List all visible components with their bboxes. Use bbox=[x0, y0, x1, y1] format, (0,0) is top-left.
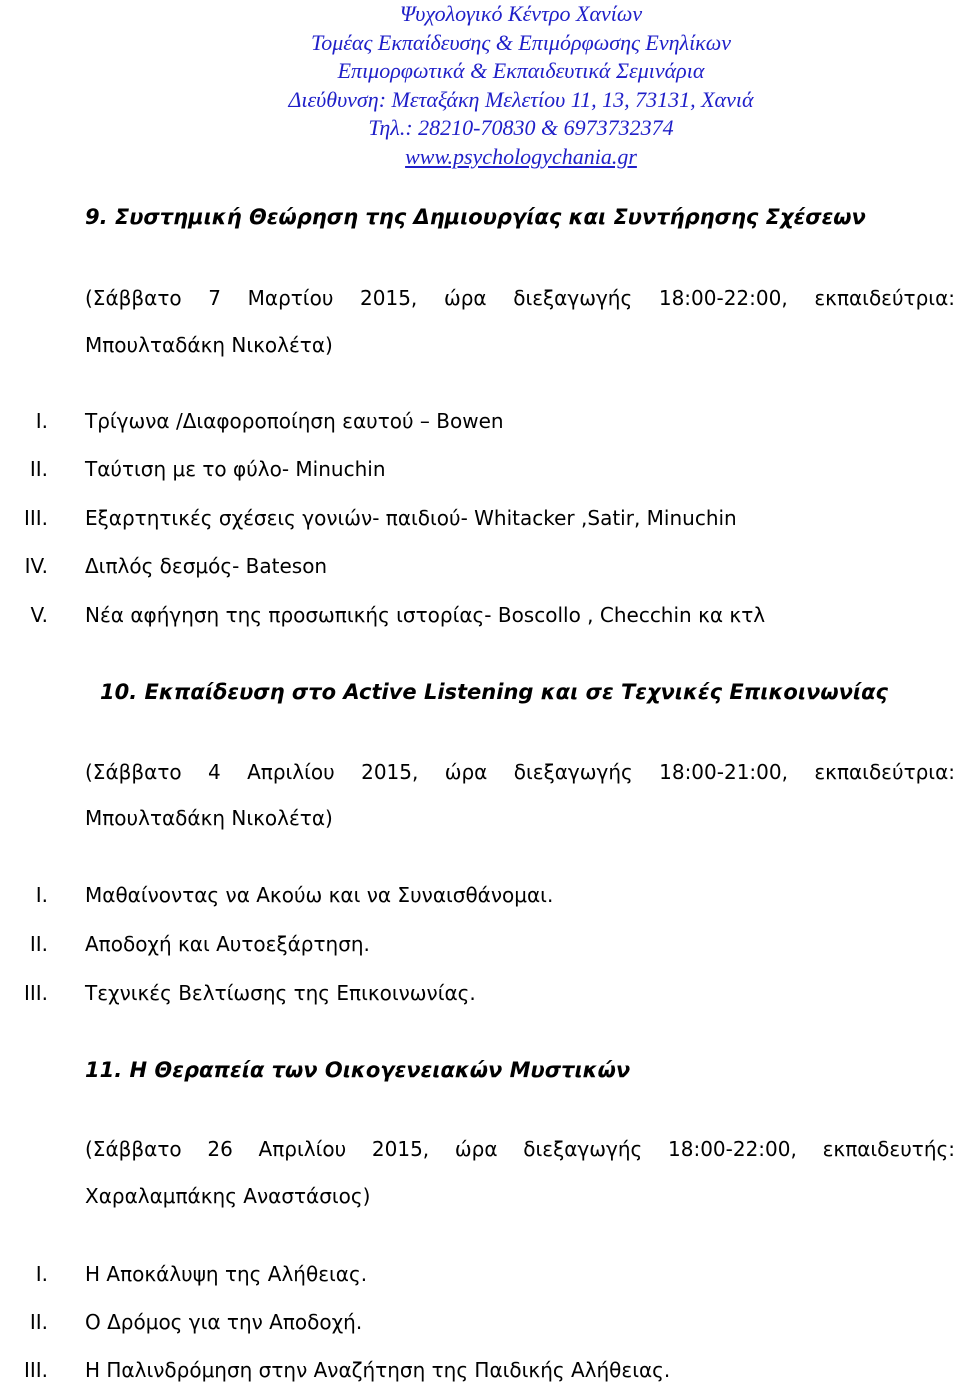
program-name: Επιμορφωτικά & Εκπαιδευτικά Σεμινάρια bbox=[337, 58, 705, 83]
section-instructor: Χαραλαμπάκης Αναστάσιος) bbox=[85, 1184, 371, 1208]
list-item-text: Τεχνικές Βελτίωσης της Επικοινωνίας. bbox=[85, 981, 476, 1005]
department-name: Τομέας Εκπαίδευσης & Επιμόρφωσης Ενηλίκων bbox=[310, 29, 732, 55]
list-item-text: Τρίγωνα /Διαφοροποίηση εαυτού – Bowen bbox=[85, 409, 504, 433]
section-instructor: Μπουλταδάκη Νικολέτα) bbox=[85, 806, 333, 830]
list-item-number: I. bbox=[35, 883, 48, 907]
list-item-number: I. bbox=[35, 409, 48, 433]
list-item-text: Η Παλινδρόμηση στην Αναζήτηση της Παιδικής Αλήθειας. bbox=[85, 1358, 671, 1382]
section-title: 10. Εκπαίδευση στο Active Listening και σε Τεχνικές Επικοινωνίας bbox=[100, 680, 888, 704]
list-item bbox=[0, 883, 960, 913]
list-item-number: II. bbox=[29, 1310, 48, 1334]
list-item bbox=[0, 603, 960, 633]
list-item bbox=[0, 932, 960, 962]
list-item bbox=[0, 981, 960, 1011]
list-item-number: III. bbox=[23, 506, 48, 530]
list-item bbox=[0, 554, 960, 584]
list-item bbox=[0, 1262, 960, 1292]
list-item-text: Αποδοχή και Αυτοεξάρτηση. bbox=[85, 932, 370, 956]
section-info: (Σάββατο 26 Απριλίου 2015, ώρα διεξαγωγής 18:00-22:00, εκπαιδευτής: bbox=[85, 1137, 955, 1161]
list-item-number: IV. bbox=[24, 554, 48, 578]
website-link[interactable]: www.psychologychania.gr bbox=[405, 143, 637, 169]
address: Διεύθυνση: Μεταξάκη Μελετίου 11, 13, 73131, Χανιά bbox=[288, 86, 754, 112]
list-item-text: Διπλός δεσμός- Bateson bbox=[85, 554, 328, 578]
section-title: 9. Συστημική Θεώρηση της Δημιουργίας και Συντήρησης Σχέσεων bbox=[85, 205, 866, 229]
list-item bbox=[0, 409, 960, 439]
phone: Τηλ.: 28210-70830 & 6973732374 bbox=[368, 115, 674, 140]
section-instructor: Μπουλταδάκη Νικολέτα) bbox=[85, 333, 333, 357]
list-item-number: II. bbox=[29, 932, 48, 956]
list-item-text: Ταύτιση με το φύλο- Minuchin bbox=[85, 457, 386, 481]
list-item-text: Μαθαίνοντας να Ακούω και να Συναισθάνομαι. bbox=[85, 883, 554, 907]
letterhead bbox=[0, 0, 960, 171]
section-title: 11. Η Θεραπεία των Οικογενειακών Μυστικών bbox=[85, 1058, 631, 1082]
list-item-text: Εξαρτητικές σχέσεις γονιών- παιδιού- Whitacker ,Satir, Minuchin bbox=[85, 506, 737, 530]
organization-name: Ψυχολογικό Κέντρο Χανίων bbox=[399, 1, 643, 26]
list-item bbox=[0, 1358, 960, 1388]
list-item bbox=[0, 1310, 960, 1340]
list-item-number: III. bbox=[23, 1358, 48, 1382]
list-item-number: III. bbox=[23, 981, 48, 1005]
list-item-number: II. bbox=[29, 457, 48, 481]
list-item-text: Ο Δρόμος για την Αποδοχή. bbox=[85, 1310, 363, 1334]
list-item-text: Νέα αφήγηση της προσωπικής ιστορίας- Boscollo , Checchin κα κτλ bbox=[85, 603, 766, 627]
list-item bbox=[0, 506, 960, 536]
list-item-number: I. bbox=[35, 1262, 48, 1286]
list-item bbox=[0, 457, 960, 487]
section-info: (Σάββατο 7 Μαρτίου 2015, ώρα διεξαγωγής 18:00-22:00, εκπαιδεύτρια: bbox=[85, 286, 955, 310]
list-item-number: V. bbox=[30, 603, 48, 627]
list-item-text: Η Αποκάλυψη της Αλήθειας. bbox=[85, 1262, 368, 1286]
section-info: (Σάββατο 4 Απριλίου 2015, ώρα διεξαγωγής 18:00-21:00, εκπαιδεύτρια: bbox=[85, 760, 955, 784]
